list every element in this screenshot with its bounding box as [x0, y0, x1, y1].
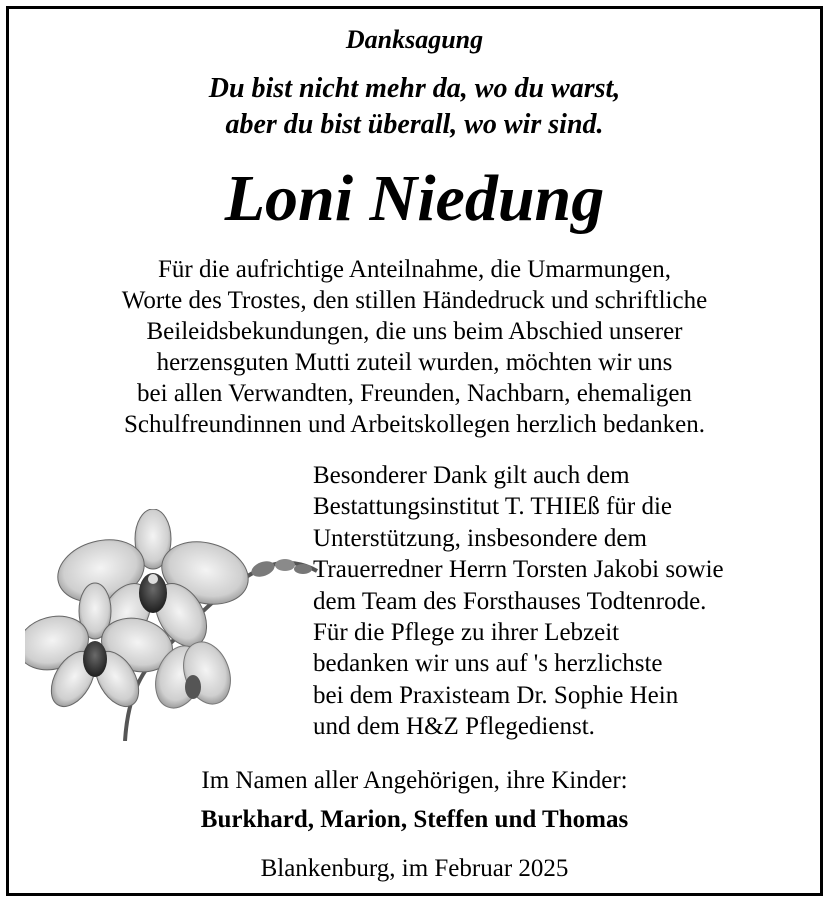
- quote-line: aber du bist überall, wo wir sind.: [225, 109, 604, 140]
- intro-line: Schulfreundinnen und Arbeitskollegen herzlich bedanken.: [123, 411, 706, 438]
- special-thanks-text: [313, 460, 813, 743]
- intro-line: Für die aufrichtige Anteilnahme, die Umarmungen,: [157, 256, 672, 283]
- obituary-card: [6, 6, 823, 896]
- place-date: Blankenburg, im Februar 2025: [260, 855, 569, 882]
- intro-line: bei allen Verwandten, Freunden, Nachbarn, ehemaligen: [137, 380, 692, 407]
- children-names: Burkhard, Marion, Steffen und Thomas: [200, 806, 629, 833]
- thanks-line: Unterstützung, insbesondere dem: [313, 524, 647, 552]
- thanks-line: Trauerredner Herrn Torsten Jakobi sowie: [313, 556, 724, 584]
- thanks-line: Bestattungsinstitut T. THIEß für die: [313, 493, 672, 521]
- intro-line: Worte des Trostes, den stillen Händedruck und schriftliche: [121, 287, 708, 314]
- deceased-name: Loni Niedung: [224, 162, 605, 235]
- thanks-line: bedanken wir uns auf 's herzlichste: [313, 650, 663, 678]
- thanks-line: Für die Pflege zu ihrer Lebzeit: [313, 619, 620, 647]
- quote-line: Du bist nicht mehr da, wo du warst,: [208, 73, 621, 104]
- intro-line: Beileidsbekundungen, die uns beim Abschied unserer: [146, 318, 683, 345]
- thanks-line: und dem H&Z Pflegedienst.: [313, 713, 595, 741]
- signoff: Im Namen aller Angehörigen, ihre Kinder:: [201, 767, 628, 794]
- thanks-line: bei dem Praxisteam Dr. Sophie Hein: [313, 681, 679, 709]
- quote: [9, 71, 820, 143]
- heading: Danksagung: [345, 25, 484, 54]
- thanks-line: Besonderer Dank gilt auch dem: [313, 462, 630, 489]
- intro-text: [9, 254, 820, 440]
- orchid-icon: [25, 509, 325, 741]
- thanks-line: dem Team des Forsthauses Todtenrode.: [313, 587, 707, 615]
- intro-line: herzensguten Mutti zuteil wurden, möchten wir uns: [156, 349, 673, 376]
